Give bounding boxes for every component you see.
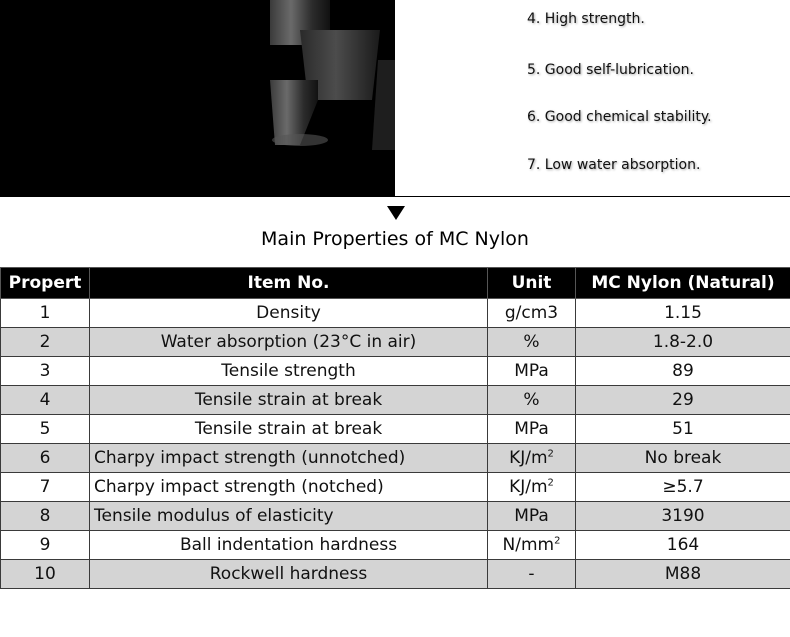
table-row xyxy=(1,560,790,589)
table-row xyxy=(1,415,790,444)
unit-text: g/cm3 xyxy=(504,303,559,323)
cell-unit xyxy=(488,473,576,502)
cell-value: 89 xyxy=(576,357,790,386)
section-title: Main Properties of MC Nylon xyxy=(261,228,529,250)
cell-value: 1.15 xyxy=(576,299,790,328)
cell-value: 51 xyxy=(576,415,790,444)
unit-text: MPa xyxy=(514,419,549,439)
cell-unit xyxy=(488,357,576,386)
table-row xyxy=(1,299,790,328)
cell-item: Ball indentation hardness xyxy=(90,531,488,560)
cell-number: 8 xyxy=(1,502,90,531)
cell-unit xyxy=(488,415,576,444)
cell-value: No break xyxy=(576,444,790,473)
cell-value: 29 xyxy=(576,386,790,415)
unit-text: KJ/m xyxy=(509,477,548,497)
table-header-row xyxy=(1,268,790,299)
cell-number: 2 xyxy=(1,328,90,357)
unit-text: KJ/m xyxy=(509,448,548,468)
table-body xyxy=(1,299,790,589)
cell-item: Tensile strength xyxy=(90,357,488,386)
table-row xyxy=(1,328,790,357)
cell-item: Charpy impact strength (unnotched) xyxy=(90,444,488,473)
feature-item: 4. High strength. xyxy=(527,11,645,27)
cell-item: Tensile strain at break xyxy=(90,386,488,415)
cell-unit xyxy=(488,502,576,531)
cell-number: 10 xyxy=(1,560,90,589)
table-row xyxy=(1,386,790,415)
column-header-value: MC Nylon (Natural) xyxy=(576,268,790,299)
cell-number: 7 xyxy=(1,473,90,502)
cell-item: Tensile strain at break xyxy=(90,415,488,444)
cell-value: ≥5.7 xyxy=(576,473,790,502)
table-row xyxy=(1,473,790,502)
table-row xyxy=(1,357,790,386)
cell-item: Rockwell hardness xyxy=(90,560,488,589)
properties-table xyxy=(0,267,790,589)
cell-value: 3190 xyxy=(576,502,790,531)
unit-superscript: 2 xyxy=(547,448,554,460)
unit-text: N/mm xyxy=(502,535,555,555)
feature-list xyxy=(395,0,790,196)
divider xyxy=(0,196,790,197)
cell-unit xyxy=(488,299,576,328)
table-row xyxy=(1,531,790,560)
cell-item: Tensile modulus of elasticity xyxy=(90,502,488,531)
cell-value: M88 xyxy=(576,560,790,589)
unit-superscript: 2 xyxy=(554,535,561,547)
cell-unit xyxy=(488,560,576,589)
column-header-item: Item No. xyxy=(90,268,488,299)
cell-number: 9 xyxy=(1,531,90,560)
unit-superscript: 2 xyxy=(547,477,554,489)
table-row xyxy=(1,444,790,473)
cell-unit xyxy=(488,444,576,473)
cell-unit xyxy=(488,386,576,415)
cell-number: 1 xyxy=(1,299,90,328)
unit-text: MPa xyxy=(514,506,549,526)
cell-value: 1.8-2.0 xyxy=(576,328,790,357)
unit-text: - xyxy=(528,564,535,584)
unit-text: % xyxy=(523,332,540,352)
feature-item: 5. Good self-lubrication. xyxy=(527,62,694,78)
cell-value: 164 xyxy=(576,531,790,560)
cell-unit xyxy=(488,328,576,357)
feature-item: 7. Low water absorption. xyxy=(527,157,701,173)
nylon-pulley-image xyxy=(0,0,395,196)
down-arrow-icon xyxy=(387,206,405,220)
cell-item: Water absorption (23°C in air) xyxy=(90,328,488,357)
feature-item: 6. Good chemical stability. xyxy=(527,109,712,125)
cell-unit xyxy=(488,531,576,560)
unit-text: % xyxy=(523,390,540,410)
cell-number: 5 xyxy=(1,415,90,444)
cell-item: Charpy impact strength (notched) xyxy=(90,473,488,502)
cell-number: 4 xyxy=(1,386,90,415)
product-photo xyxy=(0,0,395,196)
cell-item: Density xyxy=(90,299,488,328)
column-header-property: Propert xyxy=(1,268,90,299)
unit-text: MPa xyxy=(514,361,549,381)
cell-number: 6 xyxy=(1,444,90,473)
top-banner xyxy=(0,0,790,196)
table-row xyxy=(1,502,790,531)
column-header-unit: Unit xyxy=(488,268,576,299)
cell-number: 3 xyxy=(1,357,90,386)
